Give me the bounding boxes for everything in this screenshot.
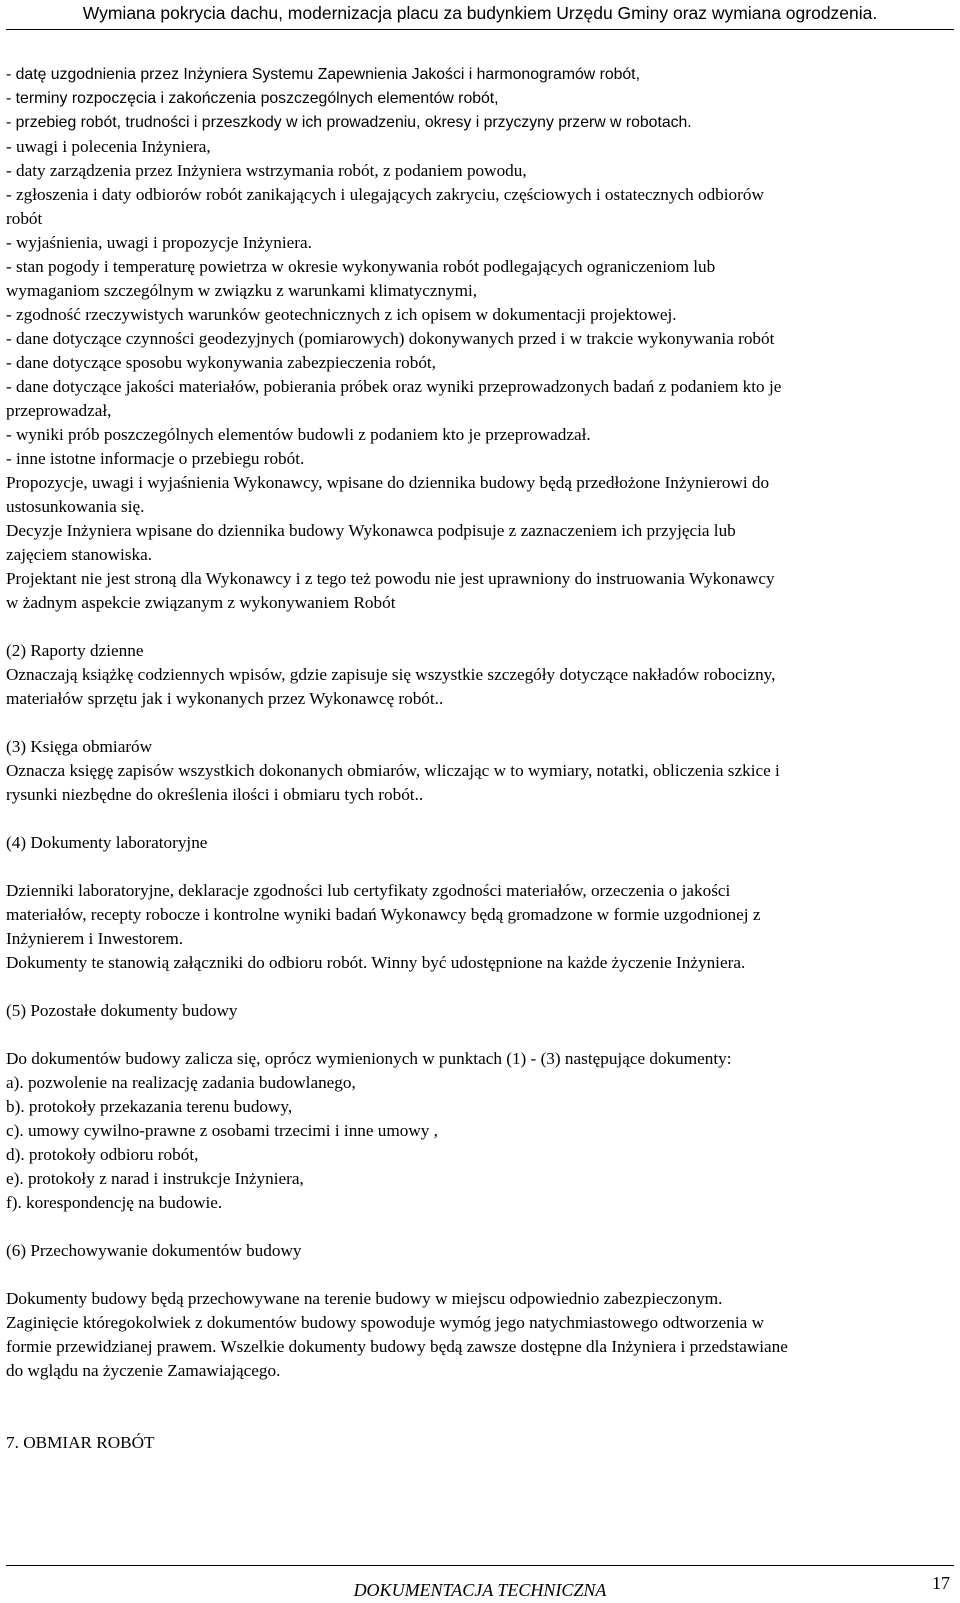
body-line: - inne istotne informacje o przebiegu robót. bbox=[6, 449, 305, 468]
body-line: do wglądu na życzenie Zamawiającego. bbox=[6, 1361, 281, 1380]
body-line: - terminy rozpoczęcia i zakończenia poszczególnych elementów robót, bbox=[6, 90, 499, 107]
body-line: zajęciem stanowiska. bbox=[6, 545, 153, 564]
body-line: - wyniki prób poszczególnych elementów budowli z podaniem kto je przeprowadzał. bbox=[6, 425, 591, 444]
body-line: wymaganiom szczególnym w związku z warunkami klimatycznymi, bbox=[6, 281, 478, 300]
body-line: materiałów, recepty robocze i kontrolne wyniki badań Wykonawcy będą gromadzone w formie uzgodnionej z bbox=[6, 905, 761, 924]
list-item: b). protokoły przekazania terenu budowy, bbox=[6, 1097, 293, 1116]
body-line: Oznaczają książkę codziennych wpisów, gdzie zapisuje się wszystkie szczegóły dotyczące nakładów robocizny, bbox=[6, 665, 776, 684]
body-line: Oznacza księgę zapisów wszystkich dokonanych obmiarów, wliczając w to wymiary, notatki, obliczenia szkice i bbox=[6, 761, 780, 780]
body-line: materiałów sprzętu jak i wykonanych przez Wykonawcę robót.. bbox=[6, 689, 444, 708]
body-line: - dane dotyczące czynności geodezyjnych (pomiarowych) dokonywanych przed i w trakcie wykonywania robót bbox=[6, 329, 775, 348]
section-heading: (6) Przechowywanie dokumentów budowy bbox=[6, 1241, 302, 1260]
list-item: a). pozwolenie na realizację zadania budowlanego, bbox=[6, 1073, 356, 1092]
body-line: - zgodność rzeczywistych warunków geotechnicznych z ich opisem w dokumentacji projektowej. bbox=[6, 305, 677, 324]
body-line: robót bbox=[6, 209, 43, 228]
body-line: - zgłoszenia i daty odbiorów robót zanikających i ulegających zakryciu, częściowych i ostatecznych odbiorów bbox=[6, 185, 764, 204]
body-line: ustosunkowania się. bbox=[6, 497, 145, 516]
section-heading: (4) Dokumenty laboratoryjne bbox=[6, 833, 208, 852]
body-line: - dane dotyczące jakości materiałów, pobierania próbek oraz wyniki przeprowadzonych badań z podaniem kto je bbox=[6, 377, 782, 396]
body-line: Projektant nie jest stroną dla Wykonawcy i z tego też powodu nie jest uprawniony do instruowania Wykonawcy bbox=[6, 569, 775, 588]
body-line: - wyjaśnienia, uwagi i propozycje Inżyniera. bbox=[6, 233, 312, 252]
footer-divider bbox=[6, 1565, 954, 1566]
chapter-heading: 7. OBMIAR ROBÓT bbox=[6, 1433, 155, 1452]
running-header: Wymiana pokrycia dachu, modernizacja placu za budynkiem Urzędu Gminy oraz wymiana ogrodzenia. bbox=[82, 3, 878, 23]
body-line: - datę uzgodnienia przez Inżyniera Systemu Zapewnienia Jakości i harmonogramów robót, bbox=[6, 66, 640, 83]
body-line: Do dokumentów budowy zalicza się, oprócz wymienionych w punktach (1) - (3) następujące dokumenty: bbox=[6, 1049, 732, 1068]
body-line: - przebieg robót, trudności i przeszkody w ich prowadzeniu, okresy i przyczyny przerw w robotach. bbox=[6, 114, 692, 131]
page-number: 17 bbox=[932, 1573, 950, 1593]
footer-title: DOKUMENTACJA TECHNICZNA bbox=[353, 1580, 607, 1600]
body-line: rysunki niezbędne do określenia ilości i obmiaru tych robót.. bbox=[6, 785, 424, 804]
section-heading: (2) Raporty dzienne bbox=[6, 641, 144, 660]
section-heading: (3) Księga obmiarów bbox=[6, 737, 153, 756]
body-line: Decyzje Inżyniera wpisane do dziennika budowy Wykonawca podpisuje z zaznaczeniem ich przyjęcia lub bbox=[6, 521, 736, 540]
section-heading: (5) Pozostałe dokumenty budowy bbox=[6, 1001, 238, 1020]
body-line: w żadnym aspekcie związanym z wykonywaniem Robót bbox=[6, 593, 396, 612]
body-line: - uwagi i polecenia Inżyniera, bbox=[6, 137, 211, 156]
header-divider bbox=[6, 29, 954, 30]
list-item: f). korespondencję na budowie. bbox=[6, 1193, 223, 1212]
body-line: Inżynierem i Inwestorem. bbox=[6, 929, 184, 948]
list-item: e). protokoły z narad i instrukcje Inżyniera, bbox=[6, 1169, 304, 1188]
body-line: przeprowadzał, bbox=[6, 401, 112, 420]
body-line: - dane dotyczące sposobu wykonywania zabezpieczenia robót, bbox=[6, 353, 436, 372]
body-line: Dokumenty budowy będą przechowywane na terenie budowy w miejscu odpowiednio zabezpieczonym. bbox=[6, 1289, 723, 1308]
list-item: c). umowy cywilno-prawne z osobami trzecimi i inne umowy , bbox=[6, 1121, 438, 1140]
body-line: Propozycje, uwagi i wyjaśnienia Wykonawcy, wpisane do dziennika budowy będą przedłożone Inżynierowi do bbox=[6, 473, 770, 492]
body-line: Dzienniki laboratoryjne, deklaracje zgodności lub certyfikaty zgodności materiałów, orzeczenia o jakości bbox=[6, 881, 731, 900]
body-line: Zaginięcie któregokolwiek z dokumentów budowy spowoduje wymóg jego natychmiastowego odtworzenia w bbox=[6, 1313, 764, 1332]
body-line: - stan pogody i temperaturę powietrza w okresie wykonywania robót podlegających ograniczeniom lub bbox=[6, 257, 716, 276]
body-line: formie przewidzianej prawem. Wszelkie dokumenty budowy będą zawsze dostępne dla Inżyniera i przedstawiane bbox=[6, 1337, 788, 1356]
list-item: d). protokoły odbioru robót, bbox=[6, 1145, 199, 1164]
body-line: - daty zarządzenia przez Inżyniera wstrzymania robót, z podaniem powodu, bbox=[6, 161, 527, 180]
body-line: Dokumenty te stanowią załączniki do odbioru robót. Winny być udostępnione na każde życzenie Inżyniera. bbox=[6, 953, 746, 972]
